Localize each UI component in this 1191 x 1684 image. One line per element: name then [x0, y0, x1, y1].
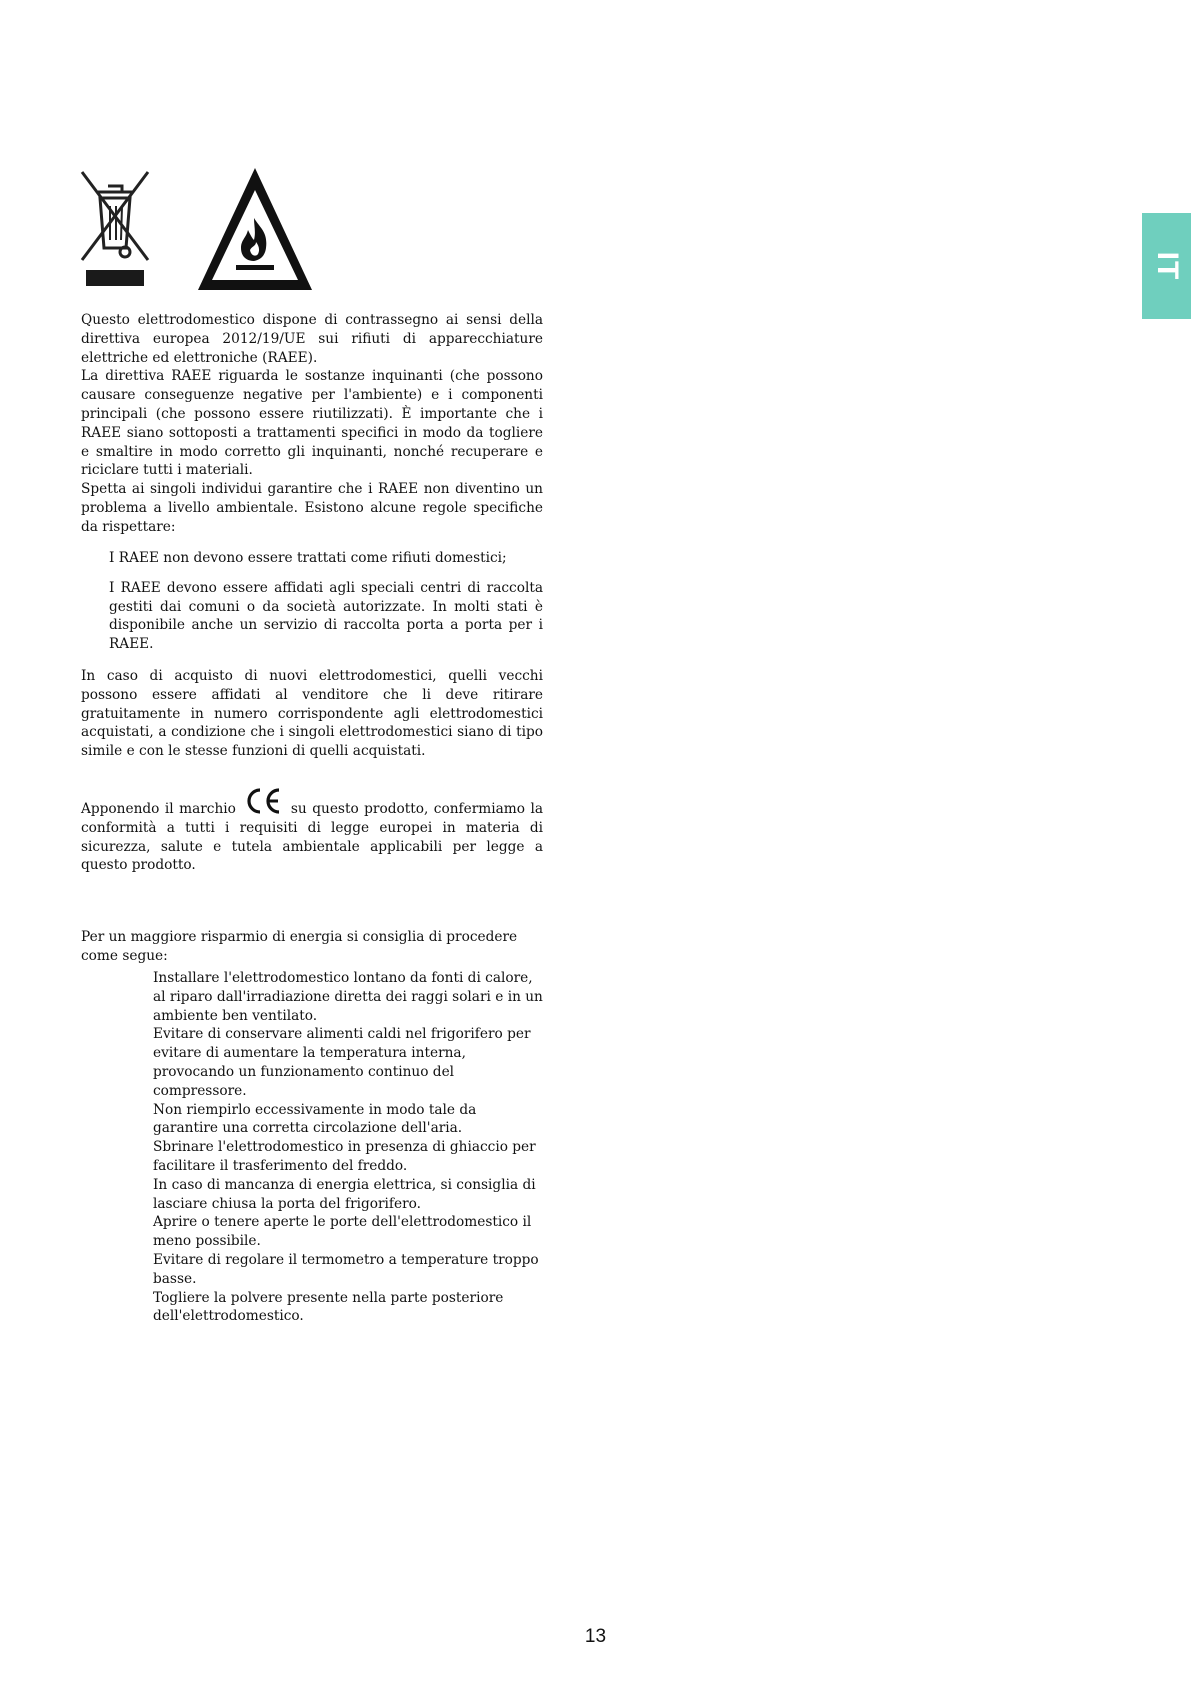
ce-statement-after: su questo prodotto, confermiamo la conformità a tutti i requisiti di legge europei in materia di sicurezza, salute e tutela ambientale applicabili per legge a questo prodotto.	[81, 801, 543, 874]
energy-tip: Evitare di regolare il termometro a temperature troppo basse.	[153, 1251, 539, 1287]
ce-statement-before: Apponendo il marchio	[81, 801, 236, 817]
language-tab	[1142, 213, 1191, 319]
energy-tip: In caso di mancanza di energia elettrica, si consiglia di lasciare chiusa la porta del frigorifero.	[153, 1176, 536, 1212]
energy-tip: Aprire o tenere aperte le porte dell'elettrodomestico il meno possibile.	[153, 1214, 532, 1250]
raee-paragraph: Questo elettrodomestico dispone di contrassegno ai sensi della direttiva europea 2012/19/UE sui rifiuti di apparecchiature elettriche ed elettroniche (RAEE).	[81, 312, 543, 366]
crossed-out-wheelie-bin-icon	[80, 170, 150, 290]
language-tab-label: IT	[1150, 251, 1184, 281]
raee-rules-list	[109, 549, 543, 654]
page-number: 13	[584, 1626, 607, 1647]
energy-tip: Non riempirlo eccessivamente in modo tale da garantire una corretta circolazione dell'aria.	[153, 1101, 477, 1137]
energy-tip: Togliere la polvere presente nella parte posteriore dell'elettrodomestico.	[153, 1289, 504, 1325]
ce-mark-icon	[243, 786, 283, 816]
energy-tip: Sbrinare l'elettrodomestico in presenza di ghiaccio per facilitare il trasferimento del freddo.	[153, 1139, 536, 1174]
raee-rule: I RAEE devono essere affidati agli speciali centri di raccolta gestiti dai comuni o da società autorizzate. In molti stati è disponibile anche un servizio di raccolta porta a porta per i RAEE.	[109, 579, 543, 653]
energy-tip: Evitare di conservare alimenti caldi nel frigorifero per evitare di aumentare la temperatura interna, provocando un funzionamento continuo del compressore.	[153, 1026, 531, 1099]
raee-paragraph: Spetta ai singoli individui garantire che i RAEE non diventino un problema a livello ambientale. Esistono alcune regole specifiche da rispettare:	[81, 481, 543, 535]
raee-closing-paragraph: In caso di acquisto di nuovi elettrodomestici, quelli vecchi possono essere affidati al venditore che li deve ritirare gratuitamente in numero corrispondente agli elettrodomestici acquistati, a condizione che i singoli elettrodomestici siano di tipo simile e con le stesse funzioni di quelli acquistati.	[81, 668, 543, 760]
raee-intro	[81, 311, 543, 537]
energy-tip: Installare l'elettrodomestico lontano da fonti di calore, al riparo dall'irradiazione diretta dei raggi solari e in un ambiente ben ventilato.	[153, 970, 543, 1024]
ce-statement	[81, 786, 543, 875]
energy-tips-list	[153, 969, 543, 1326]
raee-paragraph: La direttiva RAEE riguarda le sostanze inquinanti (che possono causare conseguenze negative per l'ambiente) e i componenti principali (che possono essere riutilizzati). È importante che i RAEE siano sottoposti a trattamenti specifici in modo da togliere e smaltire in modo corretto gli inquinanti, nonché recuperare e riciclare tutti i materiali.	[81, 368, 543, 479]
flammable-warning-triangle-icon	[196, 166, 314, 292]
raee-rule: I RAEE non devono essere trattati come rifiuti domestici;	[109, 550, 507, 566]
raee-closing	[81, 667, 543, 761]
energy-intro: Per un maggiore risparmio di energia si consiglia di procedere come segue:	[81, 929, 518, 964]
